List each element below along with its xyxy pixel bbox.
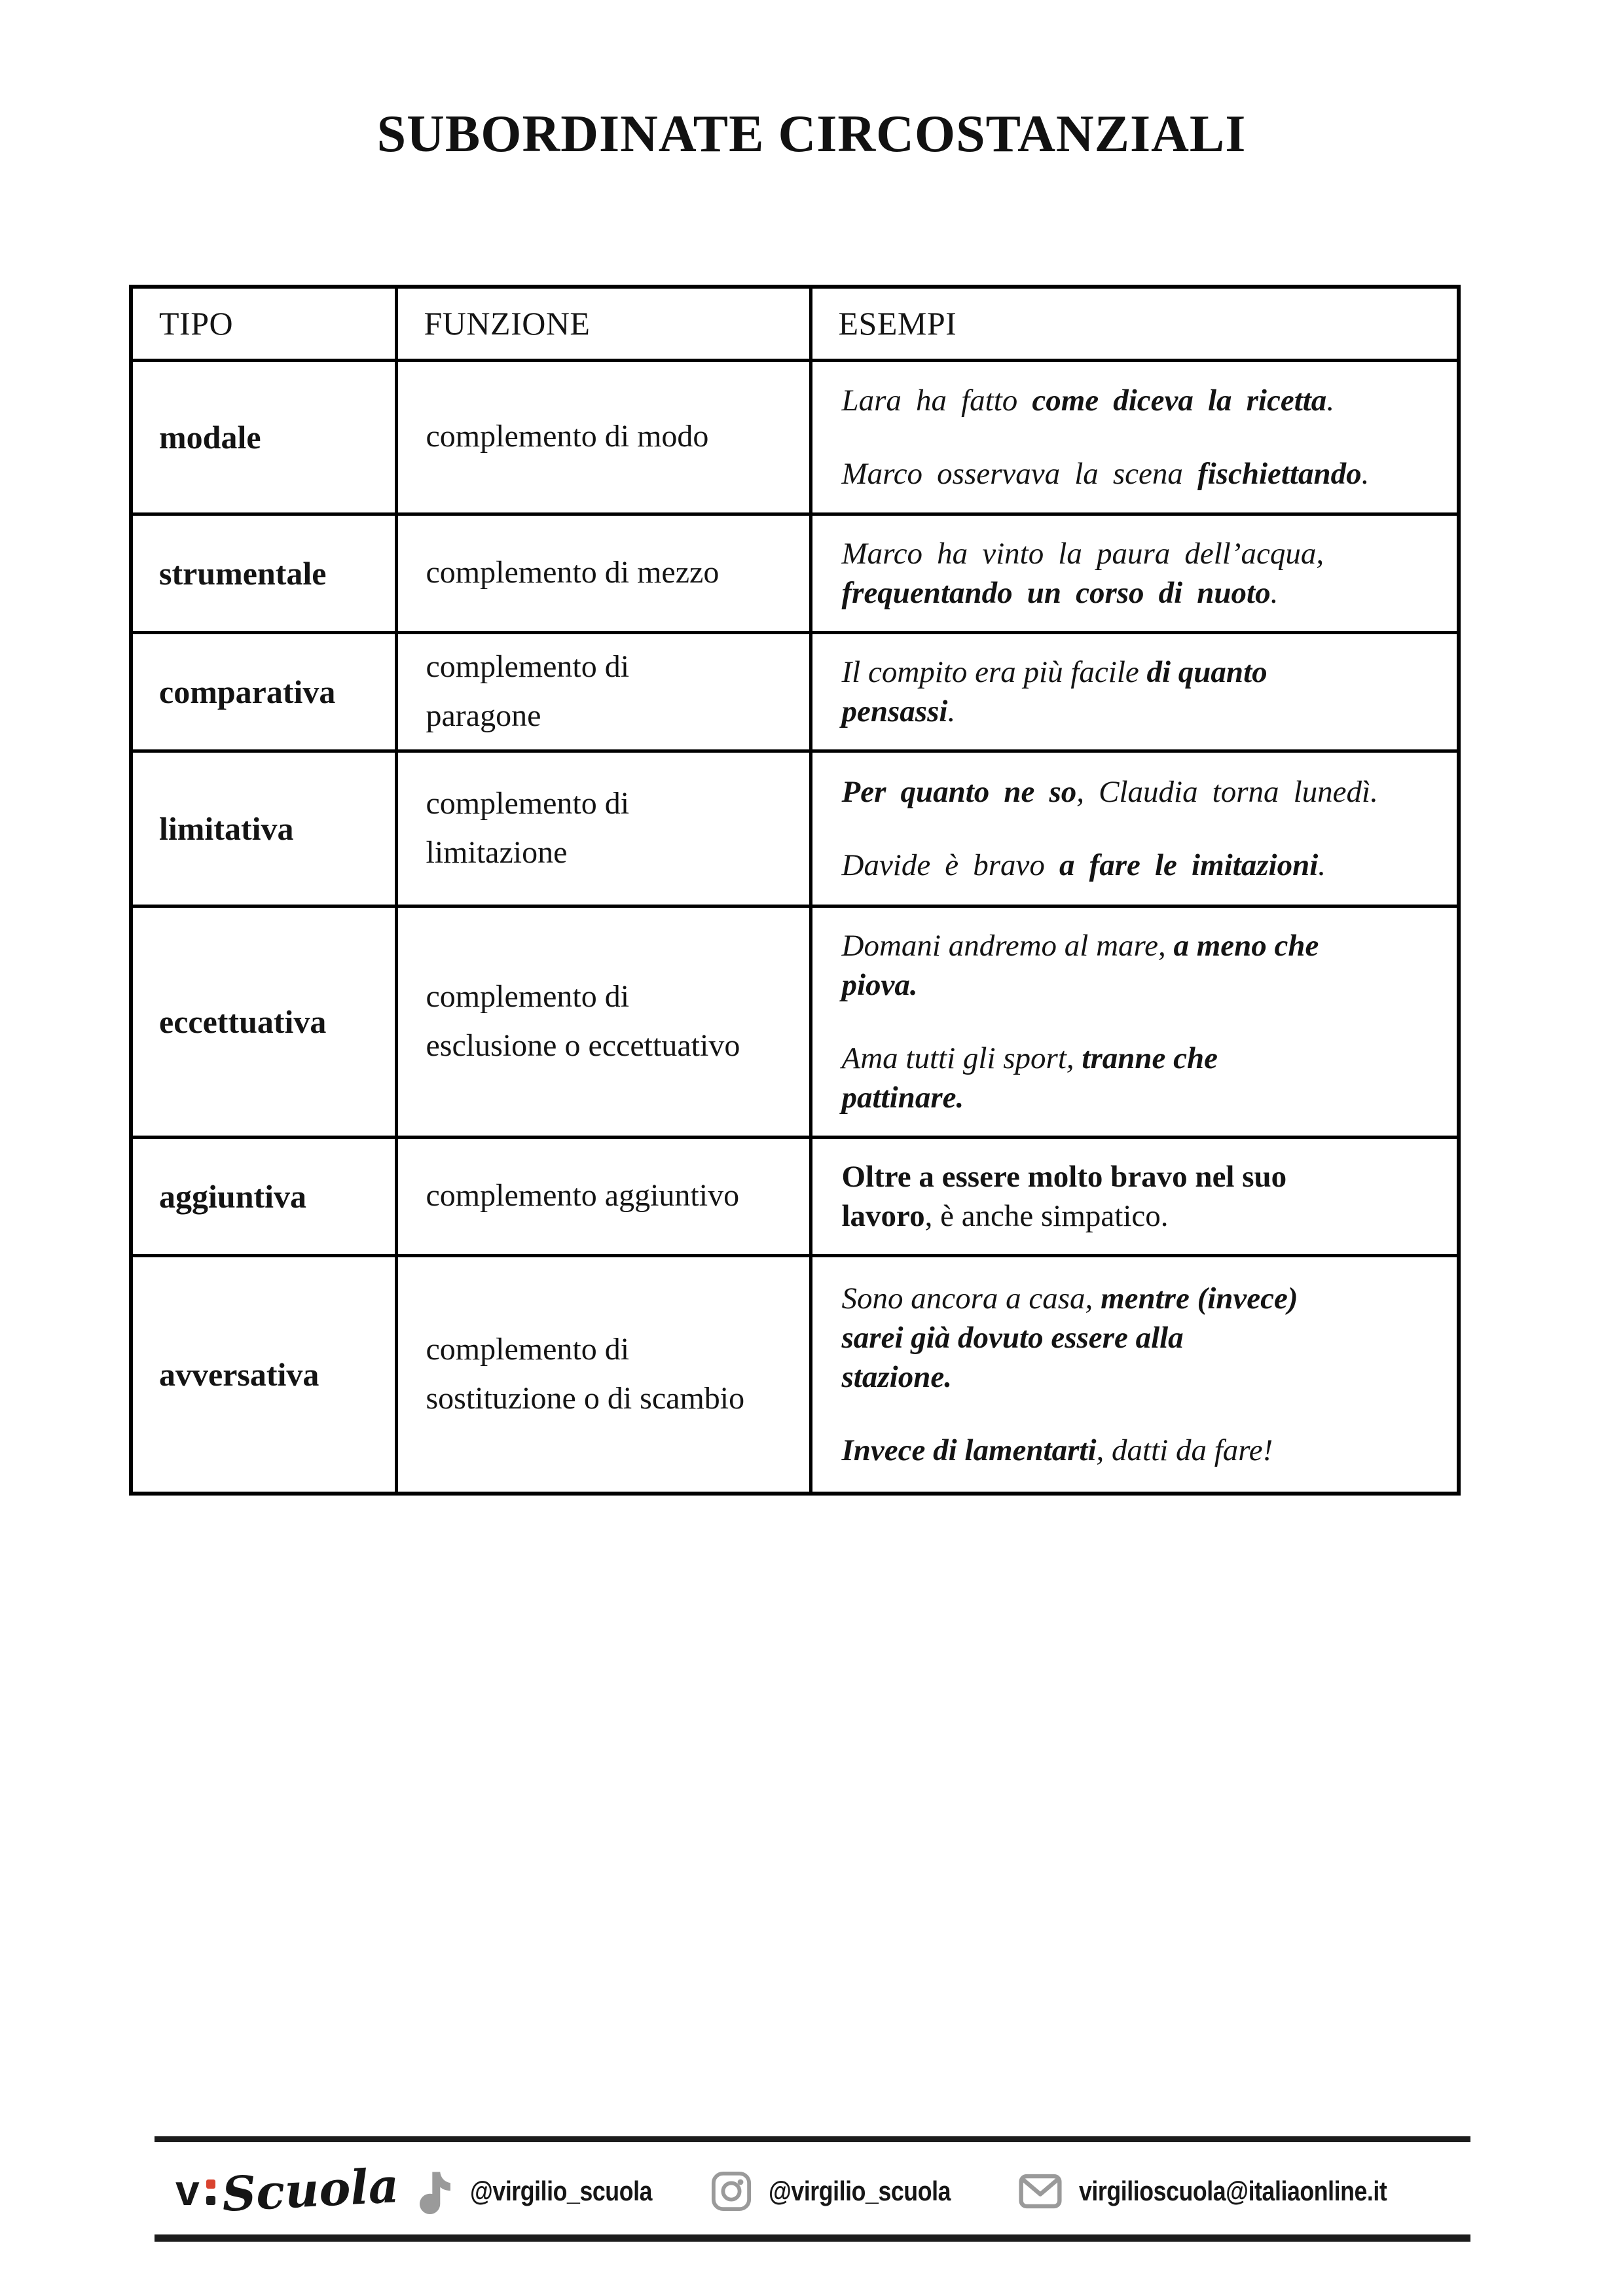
esempio-line	[842, 1431, 1418, 1470]
esempio-paragraph	[842, 846, 1418, 885]
esempi-cell	[811, 1255, 1459, 1494]
esempio-paragraph	[842, 534, 1418, 613]
table-row	[131, 1255, 1459, 1494]
envelope-icon	[1019, 2174, 1062, 2209]
text-run: piova.	[841, 967, 918, 1002]
text-run: pensassi	[841, 694, 948, 728]
funzione-line: complemento di	[426, 979, 630, 1014]
esempi-cell	[811, 632, 1459, 751]
text-run: .	[1361, 456, 1370, 491]
funzione-line: complemento di mezzo	[426, 555, 720, 590]
text-run: , datti da fare!	[1096, 1433, 1273, 1467]
text-run: Il compito era più facile	[841, 655, 1147, 689]
text-run: Invece di lamentarti	[841, 1433, 1097, 1467]
logo-name: Scuola	[220, 2157, 400, 2223]
esempio-paragraph	[842, 926, 1418, 1005]
esempio-line	[842, 534, 1418, 573]
esempio-line	[842, 965, 1418, 1005]
esempio-line	[842, 1157, 1418, 1196]
text-run: sarei già dovuto essere alla	[841, 1320, 1184, 1355]
footer-bottom-rule	[155, 2234, 1470, 2242]
funzione-cell	[396, 1255, 811, 1494]
esempi-cell	[811, 360, 1459, 514]
tipo-cell: avversativa	[131, 1255, 396, 1494]
text-run: Marco osservava la scena	[841, 456, 1197, 491]
text-run: a meno che	[1173, 928, 1319, 963]
tiktok-handle: @virgilio_scuola	[470, 2176, 653, 2206]
header-esempi: ESEMPI	[811, 287, 1459, 360]
subordinate-circostanziali-table	[129, 285, 1461, 1496]
table-row	[131, 1137, 1459, 1255]
text-run: , è anche simpatico.	[924, 1198, 1169, 1233]
funzione-cell	[396, 751, 811, 906]
funzione-line: complemento aggiuntivo	[426, 1178, 740, 1213]
funzione-line: complemento di modo	[426, 419, 709, 454]
text-run: tranne che	[1082, 1041, 1218, 1075]
funzione-cell	[396, 514, 811, 632]
funzione-line: complemento di	[426, 786, 630, 821]
tipo-cell: eccettuativa	[131, 906, 396, 1137]
text-run: di quanto	[1146, 655, 1267, 689]
tipo-cell: comparativa	[131, 632, 396, 751]
text-run: .	[1270, 575, 1279, 610]
funzione-line: limitazione	[426, 834, 568, 870]
tipo-cell: limitativa	[131, 751, 396, 906]
text-run: fischiettando	[1197, 456, 1362, 491]
esempio-paragraph	[842, 1431, 1418, 1470]
text-run: a fare le imitazioni	[1059, 848, 1319, 882]
vscuola-logo	[175, 2159, 399, 2221]
esempio-line	[842, 381, 1418, 420]
text-run: mentre (invece)	[1101, 1281, 1298, 1316]
table-row	[131, 360, 1459, 514]
text-run: Lara ha fatto	[841, 383, 1032, 418]
esempio-paragraph	[842, 772, 1418, 812]
text-run: .	[1318, 848, 1326, 882]
esempio-line	[842, 692, 1418, 731]
funzione-cell	[396, 360, 811, 514]
tipo-cell: aggiuntiva	[131, 1137, 396, 1255]
funzione-cell	[396, 1137, 811, 1255]
text-run: frequentando un corso di nuoto	[841, 575, 1271, 610]
esempio-line	[842, 573, 1418, 613]
funzione-cell	[396, 906, 811, 1137]
esempio-line	[842, 653, 1418, 692]
text-run: .	[1326, 383, 1335, 418]
tiktok-note-icon	[416, 2168, 453, 2214]
esempio-paragraph	[842, 454, 1418, 493]
funzione-line: sostituzione o di scambio	[426, 1380, 745, 1416]
table-row	[131, 751, 1459, 906]
esempio-paragraph	[842, 1157, 1418, 1236]
logo-v: v	[175, 2166, 200, 2214]
table-row	[131, 906, 1459, 1137]
funzione-line: complemento di	[426, 649, 630, 685]
table-row	[131, 632, 1459, 751]
email-address: virgilioscuola@italiaonline.it	[1079, 2176, 1387, 2206]
text-run: Davide è bravo	[841, 848, 1060, 882]
text-run: stazione.	[841, 1359, 952, 1394]
funzione-line: esclusione o eccettuativo	[426, 1028, 740, 1063]
page-title: SUBORDINATE CIRCOSTANZIALI	[376, 105, 1247, 163]
tipo-cell: strumentale	[131, 514, 396, 632]
esempi-cell	[811, 1137, 1459, 1255]
esempio-line	[842, 1196, 1418, 1236]
esempio-line	[842, 772, 1418, 812]
table-body	[131, 360, 1459, 1494]
esempio-paragraph	[842, 1039, 1418, 1117]
esempio-line	[842, 846, 1418, 885]
funzione-line: complemento di	[426, 1332, 630, 1367]
text-run: Domani andremo al mare,	[841, 928, 1174, 963]
esempio-line	[842, 926, 1418, 965]
text-run: Sono ancora a casa,	[841, 1281, 1101, 1316]
tipo-cell: modale	[131, 360, 396, 514]
tiktok-handle-group	[416, 2169, 684, 2214]
instagram-camera-icon	[711, 2171, 752, 2212]
table-row	[131, 514, 1459, 632]
text-run: pattinare.	[841, 1080, 964, 1115]
esempio-line	[842, 454, 1418, 493]
text-run: Oltre a essere molto bravo nel suo	[841, 1159, 1287, 1194]
esempi-cell	[811, 906, 1459, 1137]
footer-top-rule	[155, 2136, 1470, 2142]
esempi-cell	[811, 751, 1459, 906]
esempio-line	[842, 1039, 1418, 1078]
header-tipo: TIPO	[131, 287, 396, 360]
table-header-row	[131, 287, 1459, 360]
funzione-line: paragone	[426, 698, 541, 733]
text-run: .	[947, 694, 956, 728]
funzione-cell	[396, 632, 811, 751]
instagram-handle: @virgilio_scuola	[769, 2176, 951, 2206]
text-run: Ama tutti gli sport,	[841, 1041, 1082, 1075]
esempio-line	[842, 1078, 1418, 1117]
esempi-cell	[811, 514, 1459, 632]
instagram-handle-group	[711, 2169, 983, 2214]
text-run: , Claudia torna lunedì.	[1076, 774, 1378, 809]
esempio-line	[842, 1318, 1418, 1357]
text-run: Marco ha vinto la paura dell’acqua,	[841, 536, 1324, 571]
email-group	[1019, 2169, 1441, 2214]
logo-colon-icon	[206, 2179, 215, 2205]
esempio-paragraph	[842, 381, 1418, 420]
esempio-line	[842, 1357, 1418, 1397]
esempio-paragraph	[842, 1279, 1418, 1397]
esempio-paragraph	[842, 653, 1418, 731]
text-run: lavoro	[841, 1198, 925, 1233]
esempio-line	[842, 1279, 1418, 1318]
header-funzione: FUNZIONE	[396, 287, 811, 360]
text-run: come diceva la ricetta	[1032, 383, 1327, 418]
text-run: Per quanto ne so	[841, 774, 1077, 809]
